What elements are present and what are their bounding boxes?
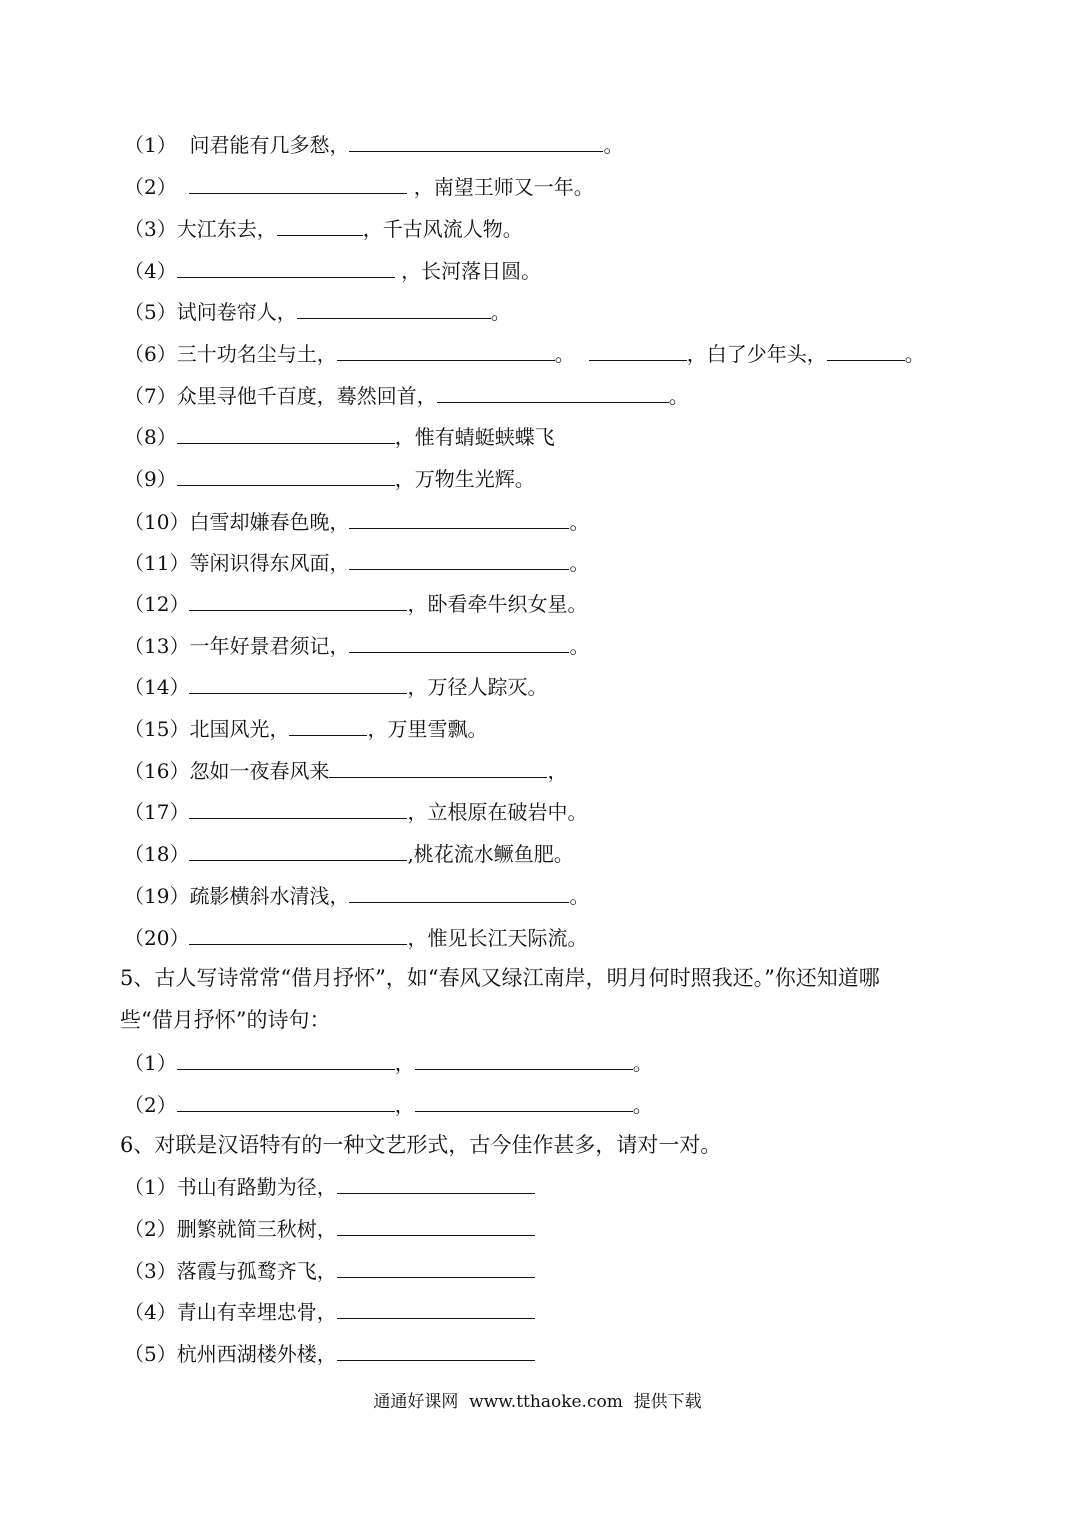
answer-blank[interactable] (189, 590, 407, 611)
answer-blank[interactable] (337, 1298, 535, 1319)
item-number: （8） (124, 425, 177, 449)
item-text: 。 (603, 133, 624, 157)
item-text: 试问卷帘人， (176, 300, 297, 324)
answer-blank[interactable] (589, 340, 687, 361)
item-text: 。 (632, 1051, 653, 1075)
separator: ， (394, 1051, 415, 1075)
item-text: ,桃花流水鳜鱼肥。 (407, 842, 574, 866)
item-text: 问君能有几多愁， (176, 133, 350, 157)
item-12 (124, 590, 587, 617)
item-13 (124, 632, 589, 659)
item-11 (124, 549, 589, 576)
item-text: 疏影横斜水清浅， (189, 884, 350, 908)
q6-item-2 (124, 1215, 535, 1242)
item-text: 。 (554, 342, 575, 366)
item-number: （15） (124, 717, 190, 741)
item-number: （1） (124, 133, 177, 157)
answer-blank[interactable] (189, 673, 407, 694)
item-number: （3） (124, 1259, 177, 1283)
item-text: 。 (904, 342, 925, 366)
item-text: ，长河落日圆。 (394, 259, 542, 283)
item-text: 众里寻他千百度，蓦然回首， (176, 384, 437, 408)
item-17 (124, 798, 587, 825)
item-number: （5） (124, 300, 177, 324)
answer-blank[interactable] (415, 1049, 633, 1070)
q5-item-2 (124, 1091, 653, 1118)
item-number: （2） (124, 1217, 177, 1241)
item-16 (124, 757, 567, 784)
item-number: （10） (124, 510, 190, 534)
separator: ， (394, 1093, 415, 1117)
item-text: 删繁就简三秋树， (176, 1217, 337, 1241)
item-5 (124, 298, 511, 325)
item-text: 大江东去， (176, 217, 277, 241)
item-text: ，惟有蜻蜓蛱蝶飞 (394, 425, 555, 449)
answer-blank[interactable] (349, 882, 569, 903)
answer-blank[interactable] (177, 465, 395, 486)
q6-item-4 (124, 1298, 535, 1325)
item-number: （6） (124, 342, 177, 366)
answer-blank[interactable] (349, 549, 569, 570)
item-number: （13） (124, 634, 190, 658)
item-number: （20） (124, 926, 190, 950)
item-number: （18） (124, 842, 190, 866)
item-text: ， (547, 759, 568, 783)
answer-blank[interactable] (437, 382, 669, 403)
page-footer: 通通好课网 www.tthaoke.com 提供下载 (373, 1392, 702, 1412)
item-18 (124, 840, 574, 867)
item-text: ，万物生光辉。 (394, 467, 535, 491)
question-5-line2: 些“借月抒怀”的诗句： (120, 1008, 331, 1032)
item-20 (124, 924, 587, 951)
item-3 (124, 215, 523, 242)
item-text: 三十功名尘与土， (176, 342, 337, 366)
answer-blank[interactable] (189, 798, 407, 819)
item-number: （5） (124, 1342, 177, 1366)
answer-blank[interactable] (415, 1091, 633, 1112)
item-text: 。 (668, 384, 689, 408)
item-text: 杭州西湖楼外楼， (176, 1342, 337, 1366)
item-14 (124, 673, 547, 700)
q6-item-1 (124, 1173, 535, 1200)
item-text: 忽如一夜春风来 (189, 759, 330, 783)
item-6 (124, 340, 925, 367)
item-text: ，白了少年头， (686, 342, 827, 366)
answer-blank[interactable] (329, 757, 547, 778)
answer-blank[interactable] (189, 840, 407, 861)
item-1 (124, 131, 623, 158)
answer-blank[interactable] (349, 131, 603, 152)
item-text: 落霞与孤鹜齐飞， (176, 1259, 337, 1283)
answer-blank[interactable] (277, 215, 363, 236)
item-number: （3） (124, 217, 177, 241)
answer-blank[interactable] (337, 1173, 535, 1194)
item-text: 。 (490, 300, 511, 324)
item-text (177, 175, 190, 199)
item-text: ，立根原在破岩中。 (407, 800, 588, 824)
question-6-title: 6、对联是汉语特有的一种文艺形式，古今佳作甚多，请对一对。 (120, 1133, 722, 1157)
answer-blank[interactable] (337, 1215, 535, 1236)
item-9 (124, 465, 535, 492)
item-text: 。 (569, 510, 590, 534)
answer-blank[interactable] (177, 1049, 395, 1070)
item-number: （7） (124, 384, 177, 408)
item-text: ，南望王师又一年。 (407, 175, 594, 199)
answer-blank[interactable] (349, 632, 569, 653)
item-text: ，万径人踪灭。 (407, 675, 548, 699)
item-10 (124, 508, 589, 535)
q5-item-1 (124, 1049, 653, 1076)
answer-blank[interactable] (177, 257, 395, 278)
item-text: 。 (632, 1093, 653, 1117)
item-8 (124, 423, 555, 450)
answer-blank[interactable] (337, 1340, 535, 1361)
item-text: 书山有路勤为径， (176, 1175, 337, 1199)
item-number: （12） (124, 592, 190, 616)
item-number: （2） (124, 1093, 177, 1117)
item-number: （16） (124, 759, 190, 783)
item-number: （1） (124, 1175, 177, 1199)
answer-blank[interactable] (297, 298, 491, 319)
item-number: （2） (124, 175, 177, 199)
item-text: ，千古风流人物。 (362, 217, 523, 241)
item-number: （1） (124, 1051, 177, 1075)
answer-blank[interactable] (177, 423, 395, 444)
item-4 (124, 257, 541, 284)
answer-blank[interactable] (337, 1257, 535, 1278)
item-text: 一年好景君须记， (189, 634, 350, 658)
answer-blank[interactable] (827, 340, 905, 361)
answer-blank[interactable] (349, 508, 569, 529)
item-text: 等闲识得东风面， (189, 551, 350, 575)
answer-blank[interactable] (189, 173, 407, 194)
item-number: （4） (124, 1300, 177, 1324)
item-text: ，惟见长江天际流。 (407, 926, 588, 950)
item-number: （19） (124, 884, 190, 908)
answer-blank[interactable] (337, 340, 555, 361)
answer-blank[interactable] (177, 1091, 395, 1112)
question-5-line1: 5、古人写诗常常“借月抒怀”，如“春风又绿江南岸，明月何时照我还。”你还知道哪 (120, 966, 880, 990)
item-text: 青山有幸埋忠骨， (176, 1300, 337, 1324)
item-19 (124, 882, 589, 909)
item-text: 北国风光， (189, 717, 290, 741)
item-7 (124, 382, 689, 409)
item-text: 。 (569, 551, 590, 575)
item-text: 白雪却嫌春色晚， (189, 510, 350, 534)
item-text: 。 (569, 884, 590, 908)
answer-blank[interactable] (189, 924, 407, 945)
item-number: （9） (124, 467, 177, 491)
item-number: （17） (124, 800, 190, 824)
item-text: ，万里雪飘。 (367, 717, 488, 741)
item-15 (124, 715, 487, 742)
item-text: ，卧看牵牛织女星。 (407, 592, 588, 616)
answer-blank[interactable] (289, 715, 367, 736)
item-number: （14） (124, 675, 190, 699)
item-number: （11） (124, 551, 190, 575)
q6-item-3 (124, 1257, 535, 1284)
item-2 (124, 173, 594, 200)
q6-item-5 (124, 1340, 535, 1367)
item-number: （4） (124, 259, 177, 283)
item-text: 。 (569, 634, 590, 658)
